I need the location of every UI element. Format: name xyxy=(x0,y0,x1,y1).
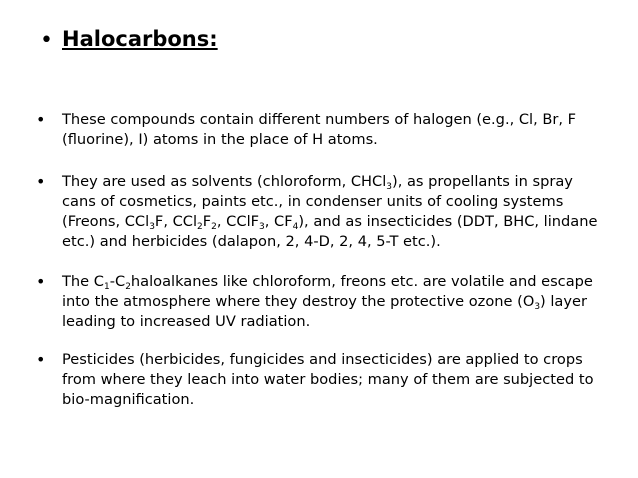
paragraph-1 xyxy=(62,110,622,150)
paragraph-4-line-3: bio-magnification. xyxy=(62,391,195,408)
title-bullet: • xyxy=(40,28,53,53)
paragraph-4-line-2: from where they leach into water bodies; many of them are subjected to xyxy=(62,371,594,388)
paragraph-2-line-3: (Freons, CCl$_3$F, $CCl_2F_2$, CClF$_3$, $CF_4$), and as insecticides (DDT, BHC, lindane xyxy=(62,213,598,232)
bullet-3: • xyxy=(36,272,46,291)
paragraph-4 xyxy=(62,350,622,410)
paragraph-2 xyxy=(62,172,622,252)
paragraph-2-line-2: cans of cosmetics, paints etc., in condenser units of cooling systems xyxy=(62,193,564,210)
bullet-2: • xyxy=(36,172,46,191)
paragraph-2-line-1: They are used as solvents (chloroform, CHCl$_3$), as propellants in spray xyxy=(62,173,573,192)
paragraph-2-line-4: etc.) and herbicides (dalapon, 2, 4-D, 2, 4, 5-T etc.). xyxy=(62,233,441,250)
slide-title: Halocarbons: xyxy=(62,27,218,51)
paragraph-1-line-2: (fluorine), I) atoms in the place of H atoms. xyxy=(62,131,378,148)
paragraph-3 xyxy=(62,272,622,332)
paragraph-3-line-1: The $C_1-C_2haloalkanes$ like chloroform, freons etc. are volatile and escape xyxy=(62,273,593,292)
paragraph-3-line-3: leading to increased UV radiation. xyxy=(62,313,311,330)
paragraph-3-line-2: into the atmosphere where they destroy the protective ozone $(O_3)$ layer xyxy=(62,293,587,312)
paragraph-4-line-1: Pesticides (herbicides, fungicides and insecticides) are applied to crops xyxy=(62,351,583,368)
bullet-1: • xyxy=(36,110,46,129)
bullet-4: • xyxy=(36,350,46,369)
paragraph-1-line-1: These compounds contain different numbers of halogen (e.g., Cl, Br, F xyxy=(62,111,577,128)
